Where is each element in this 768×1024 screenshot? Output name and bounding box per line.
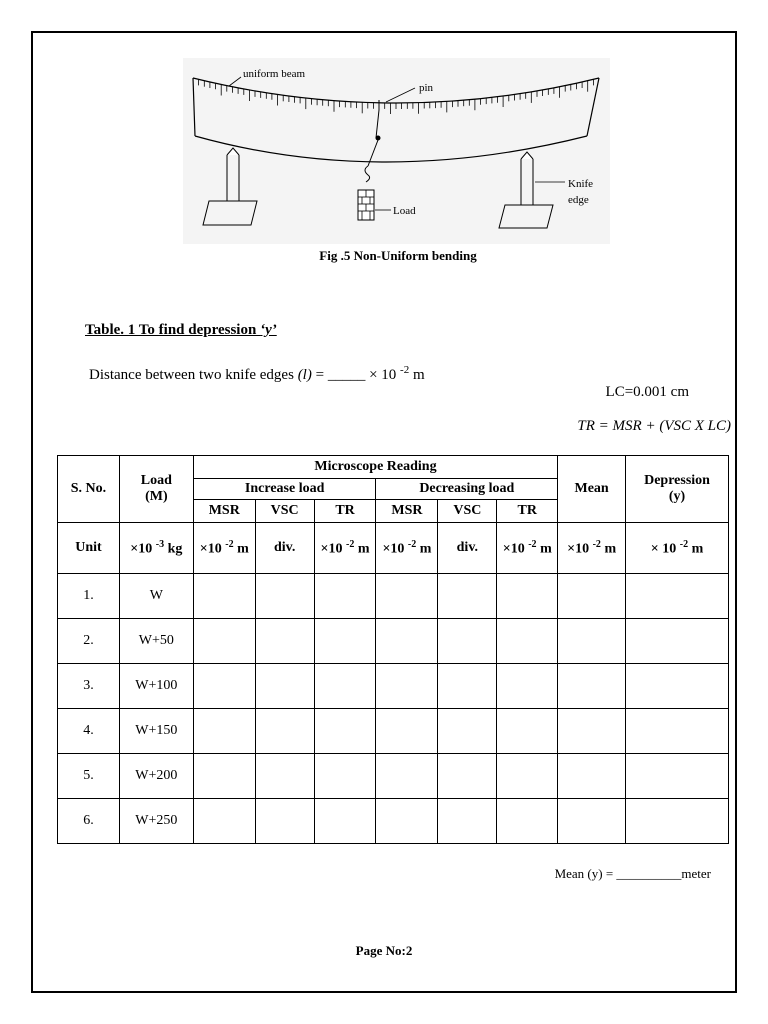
page-number: Page No:2 xyxy=(355,943,413,958)
empty-cell xyxy=(558,709,626,754)
empty-cell xyxy=(193,754,255,799)
empty-cell xyxy=(626,709,729,754)
unit-row xyxy=(58,523,729,574)
empty-cell xyxy=(193,619,255,664)
knife-edge-distance: Distance between two knife edges (l) = _____ × 10 $^{-2}$ m xyxy=(89,364,425,383)
unit-label: Unit xyxy=(58,523,120,574)
pin-label: pin xyxy=(419,82,434,94)
table-row xyxy=(58,664,729,709)
empty-cell xyxy=(193,709,255,754)
empty-cell xyxy=(376,619,438,664)
unit-vsc-decrease: div. xyxy=(438,523,497,574)
empty-cell xyxy=(376,574,438,619)
header-msr-increase: MSR xyxy=(193,500,255,523)
empty-cell xyxy=(626,754,729,799)
empty-cell xyxy=(255,664,314,709)
empty-cell xyxy=(438,799,497,844)
unit-depression: × 10 $^{-2}$ m xyxy=(626,523,729,574)
empty-cell xyxy=(376,799,438,844)
empty-cell xyxy=(193,799,255,844)
empty-cell xyxy=(438,664,497,709)
row-sno: 6. xyxy=(58,799,120,844)
empty-cell xyxy=(626,664,729,709)
table-row xyxy=(58,619,729,664)
empty-cell xyxy=(438,619,497,664)
depression-table xyxy=(57,455,729,844)
empty-cell xyxy=(314,709,376,754)
unit-msr-increase: ×10 $^{-2}$ m xyxy=(193,523,255,574)
header-microscope-reading: Microscope Reading xyxy=(193,456,557,479)
empty-cell xyxy=(558,754,626,799)
unit-load: ×10 $^{-3}$ kg xyxy=(119,523,193,574)
header-tr-decrease: TR xyxy=(497,500,558,523)
empty-cell xyxy=(376,754,438,799)
figure-caption: Fig .5 Non-Uniform bending xyxy=(319,248,477,263)
empty-cell xyxy=(558,664,626,709)
empty-cell xyxy=(255,799,314,844)
header-sno: S. No. xyxy=(58,456,120,523)
row-load: W+50 xyxy=(119,619,193,664)
empty-cell xyxy=(314,574,376,619)
unit-tr-increase: ×10 $^{-2}$ m xyxy=(314,523,376,574)
header-vsc-increase: VSC xyxy=(255,500,314,523)
empty-cell xyxy=(255,574,314,619)
empty-cell xyxy=(497,574,558,619)
empty-cell xyxy=(626,574,729,619)
row-load: W+150 xyxy=(119,709,193,754)
empty-cell xyxy=(497,619,558,664)
row-sno: 4. xyxy=(58,709,120,754)
unit-vsc-increase: div. xyxy=(255,523,314,574)
header-msr-decrease: MSR xyxy=(376,500,438,523)
empty-cell xyxy=(438,754,497,799)
table-title: Table. 1 To find depression ‘y’ xyxy=(85,322,277,338)
empty-cell xyxy=(255,619,314,664)
beam-label: uniform beam xyxy=(243,68,306,80)
header-mean: Mean xyxy=(558,456,626,523)
empty-cell xyxy=(497,754,558,799)
row-load: W+200 xyxy=(119,754,193,799)
non-uniform-bending-figure xyxy=(183,58,610,244)
row-sno: 2. xyxy=(58,619,120,664)
empty-cell xyxy=(255,709,314,754)
header-decreasing-load: Decreasing load xyxy=(376,479,558,500)
empty-cell xyxy=(558,799,626,844)
empty-cell xyxy=(626,799,729,844)
header-depression: Depression (y) xyxy=(626,456,729,523)
row-load: W xyxy=(119,574,193,619)
empty-cell xyxy=(497,709,558,754)
empty-cell xyxy=(626,619,729,664)
empty-cell xyxy=(314,754,376,799)
knife-edge-label-line1: Knife xyxy=(568,178,594,190)
empty-cell xyxy=(558,619,626,664)
row-load: W+100 xyxy=(119,664,193,709)
unit-msr-decrease: ×10 $^{-2}$ m xyxy=(376,523,438,574)
empty-cell xyxy=(193,574,255,619)
table-row xyxy=(58,574,729,619)
row-load: W+250 xyxy=(119,799,193,844)
knife-edge-label-line2: edge xyxy=(568,194,589,206)
header-tr-increase: TR xyxy=(314,500,376,523)
unit-tr-decrease: ×10 $^{-2}$ m xyxy=(497,523,558,574)
load-label: Load xyxy=(393,205,416,217)
empty-cell xyxy=(376,709,438,754)
beam-diagram xyxy=(183,58,610,244)
row-sno: 3. xyxy=(58,664,120,709)
header-vsc-decrease: VSC xyxy=(438,500,497,523)
least-count: LC=0.001 cm xyxy=(605,384,689,400)
row-sno: 1. xyxy=(58,574,120,619)
row-sno: 5. xyxy=(58,754,120,799)
table-row xyxy=(58,709,729,754)
table-row xyxy=(58,754,729,799)
mean-depression-line: Mean (y) = __________meter xyxy=(554,866,711,881)
empty-cell xyxy=(255,754,314,799)
total-reading-formula: TR = MSR + (VSC X LC) xyxy=(577,418,731,434)
empty-cell xyxy=(497,664,558,709)
empty-cell xyxy=(314,619,376,664)
empty-cell xyxy=(376,664,438,709)
header-load: Load (M) xyxy=(119,456,193,523)
empty-cell xyxy=(193,664,255,709)
empty-cell xyxy=(558,574,626,619)
table-row xyxy=(58,799,729,844)
empty-cell xyxy=(438,709,497,754)
empty-cell xyxy=(314,799,376,844)
empty-cell xyxy=(438,574,497,619)
header-increase-load: Increase load xyxy=(193,479,376,500)
empty-cell xyxy=(497,799,558,844)
unit-mean: ×10 $^{-2}$ m xyxy=(558,523,626,574)
empty-cell xyxy=(314,664,376,709)
